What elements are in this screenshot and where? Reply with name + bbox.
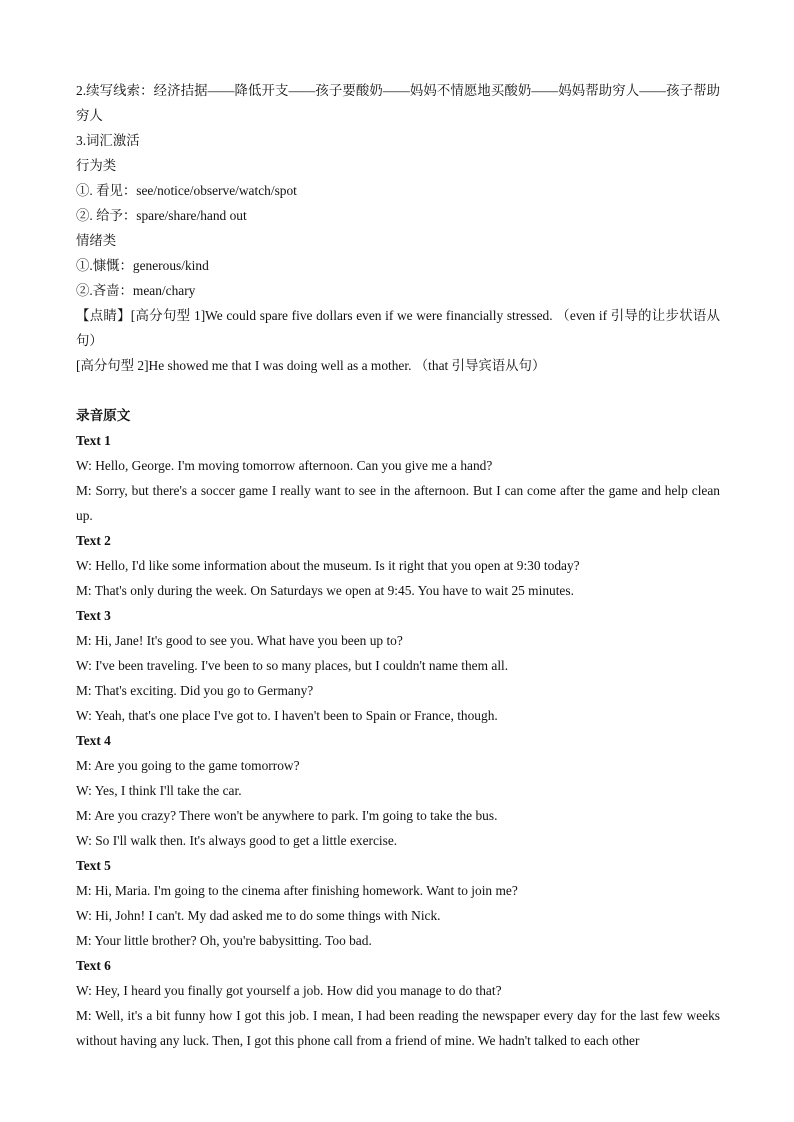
dialogue-line: M: That's exciting. Did you go to Germany? xyxy=(76,683,314,698)
emotion-item: ①.慷慨：generous/kind xyxy=(76,258,209,273)
dialogue-line: W: Yes, I think I'll take the car. xyxy=(76,783,242,798)
text-label-6: Text 6 xyxy=(76,958,111,973)
dialogue-line: M: Hi, Jane! It's good to see you. What have you been up to? xyxy=(76,633,403,648)
highlight-sentence-2: [高分句型 2]He showed me that I was doing well as a mother. （that 引导宾语从句） xyxy=(76,358,546,373)
dialogue-line: M: Sorry, but there's a soccer game I really want to see in the afternoon. But I can come after the game and help clean up. xyxy=(76,483,720,523)
emotion-item: ②.吝啬：mean/chary xyxy=(76,283,196,298)
dialogue-line: M: That's only during the week. On Saturdays we open at 9:45. You have to wait 25 minutes. xyxy=(76,583,574,598)
text-label-1: Text 1 xyxy=(76,433,111,448)
document-page xyxy=(76,78,720,1053)
section-spacer xyxy=(76,378,720,403)
action-category-label: 行为类 xyxy=(76,158,117,173)
dialogue-line: W: Hello, George. I'm moving tomorrow afternoon. Can you give me a hand? xyxy=(76,458,493,473)
text-label-4: Text 4 xyxy=(76,733,111,748)
dialogue-line: M: Are you crazy? There won't be anywhere to park. I'm going to take the bus. xyxy=(76,808,498,823)
dialogue-line: W: Yeah, that's one place I've got to. I haven't been to Spain or France, though. xyxy=(76,708,498,723)
dialogue-line: M: Are you going to the game tomorrow? xyxy=(76,758,300,773)
dialogue-line: W: So I'll walk then. It's always good to get a little exercise. xyxy=(76,833,398,848)
continuation-clue-line: 2.续写线索：经济拮据——降低开支——孩子要酸奶——妈妈不情愿地买酸奶——妈妈帮助穷人——孩子帮助穷人 xyxy=(76,83,720,123)
action-item: ①. 看见：see/notice/observe/watch/spot xyxy=(76,183,297,198)
text-label-2: Text 2 xyxy=(76,533,111,548)
emotion-category-label: 情绪类 xyxy=(76,233,117,248)
dialogue-line: W: Hi, John! I can't. My dad asked me to do some things with Nick. xyxy=(76,908,441,923)
dialogue-line: M: Your little brother? Oh, you're babysitting. Too bad. xyxy=(76,933,372,948)
dialogue-line: W: Hey, I heard you finally got yourself a job. How did you manage to do that? xyxy=(76,983,502,998)
text-label-5: Text 5 xyxy=(76,858,111,873)
highlight-sentence-1: 【点睛】[高分句型 1]We could spare five dollars even if we were financially stressed. （even if 引导的让步状语从句） xyxy=(76,308,720,348)
dialogue-line: W: Hello, I'd like some information about the museum. Is it right that you open at 9:30 today? xyxy=(76,558,580,573)
dialogue-line: M: Well, it's a bit funny how I got this job. I mean, I had been reading the newspaper every day for the last few weeks without having any luck. Then, I got this phone call from a friend of mine. We hadn't talked to each other xyxy=(76,1008,720,1048)
dialogue-line: M: Hi, Maria. I'm going to the cinema after finishing homework. Want to join me? xyxy=(76,883,518,898)
text-label-3: Text 3 xyxy=(76,608,111,623)
transcript-title: 录音原文 xyxy=(76,408,131,423)
vocab-title: 3.词汇激活 xyxy=(76,133,140,148)
dialogue-line: W: I've been traveling. I've been to so many places, but I couldn't name them all. xyxy=(76,658,509,673)
action-item: ②. 给予：spare/share/hand out xyxy=(76,208,247,223)
